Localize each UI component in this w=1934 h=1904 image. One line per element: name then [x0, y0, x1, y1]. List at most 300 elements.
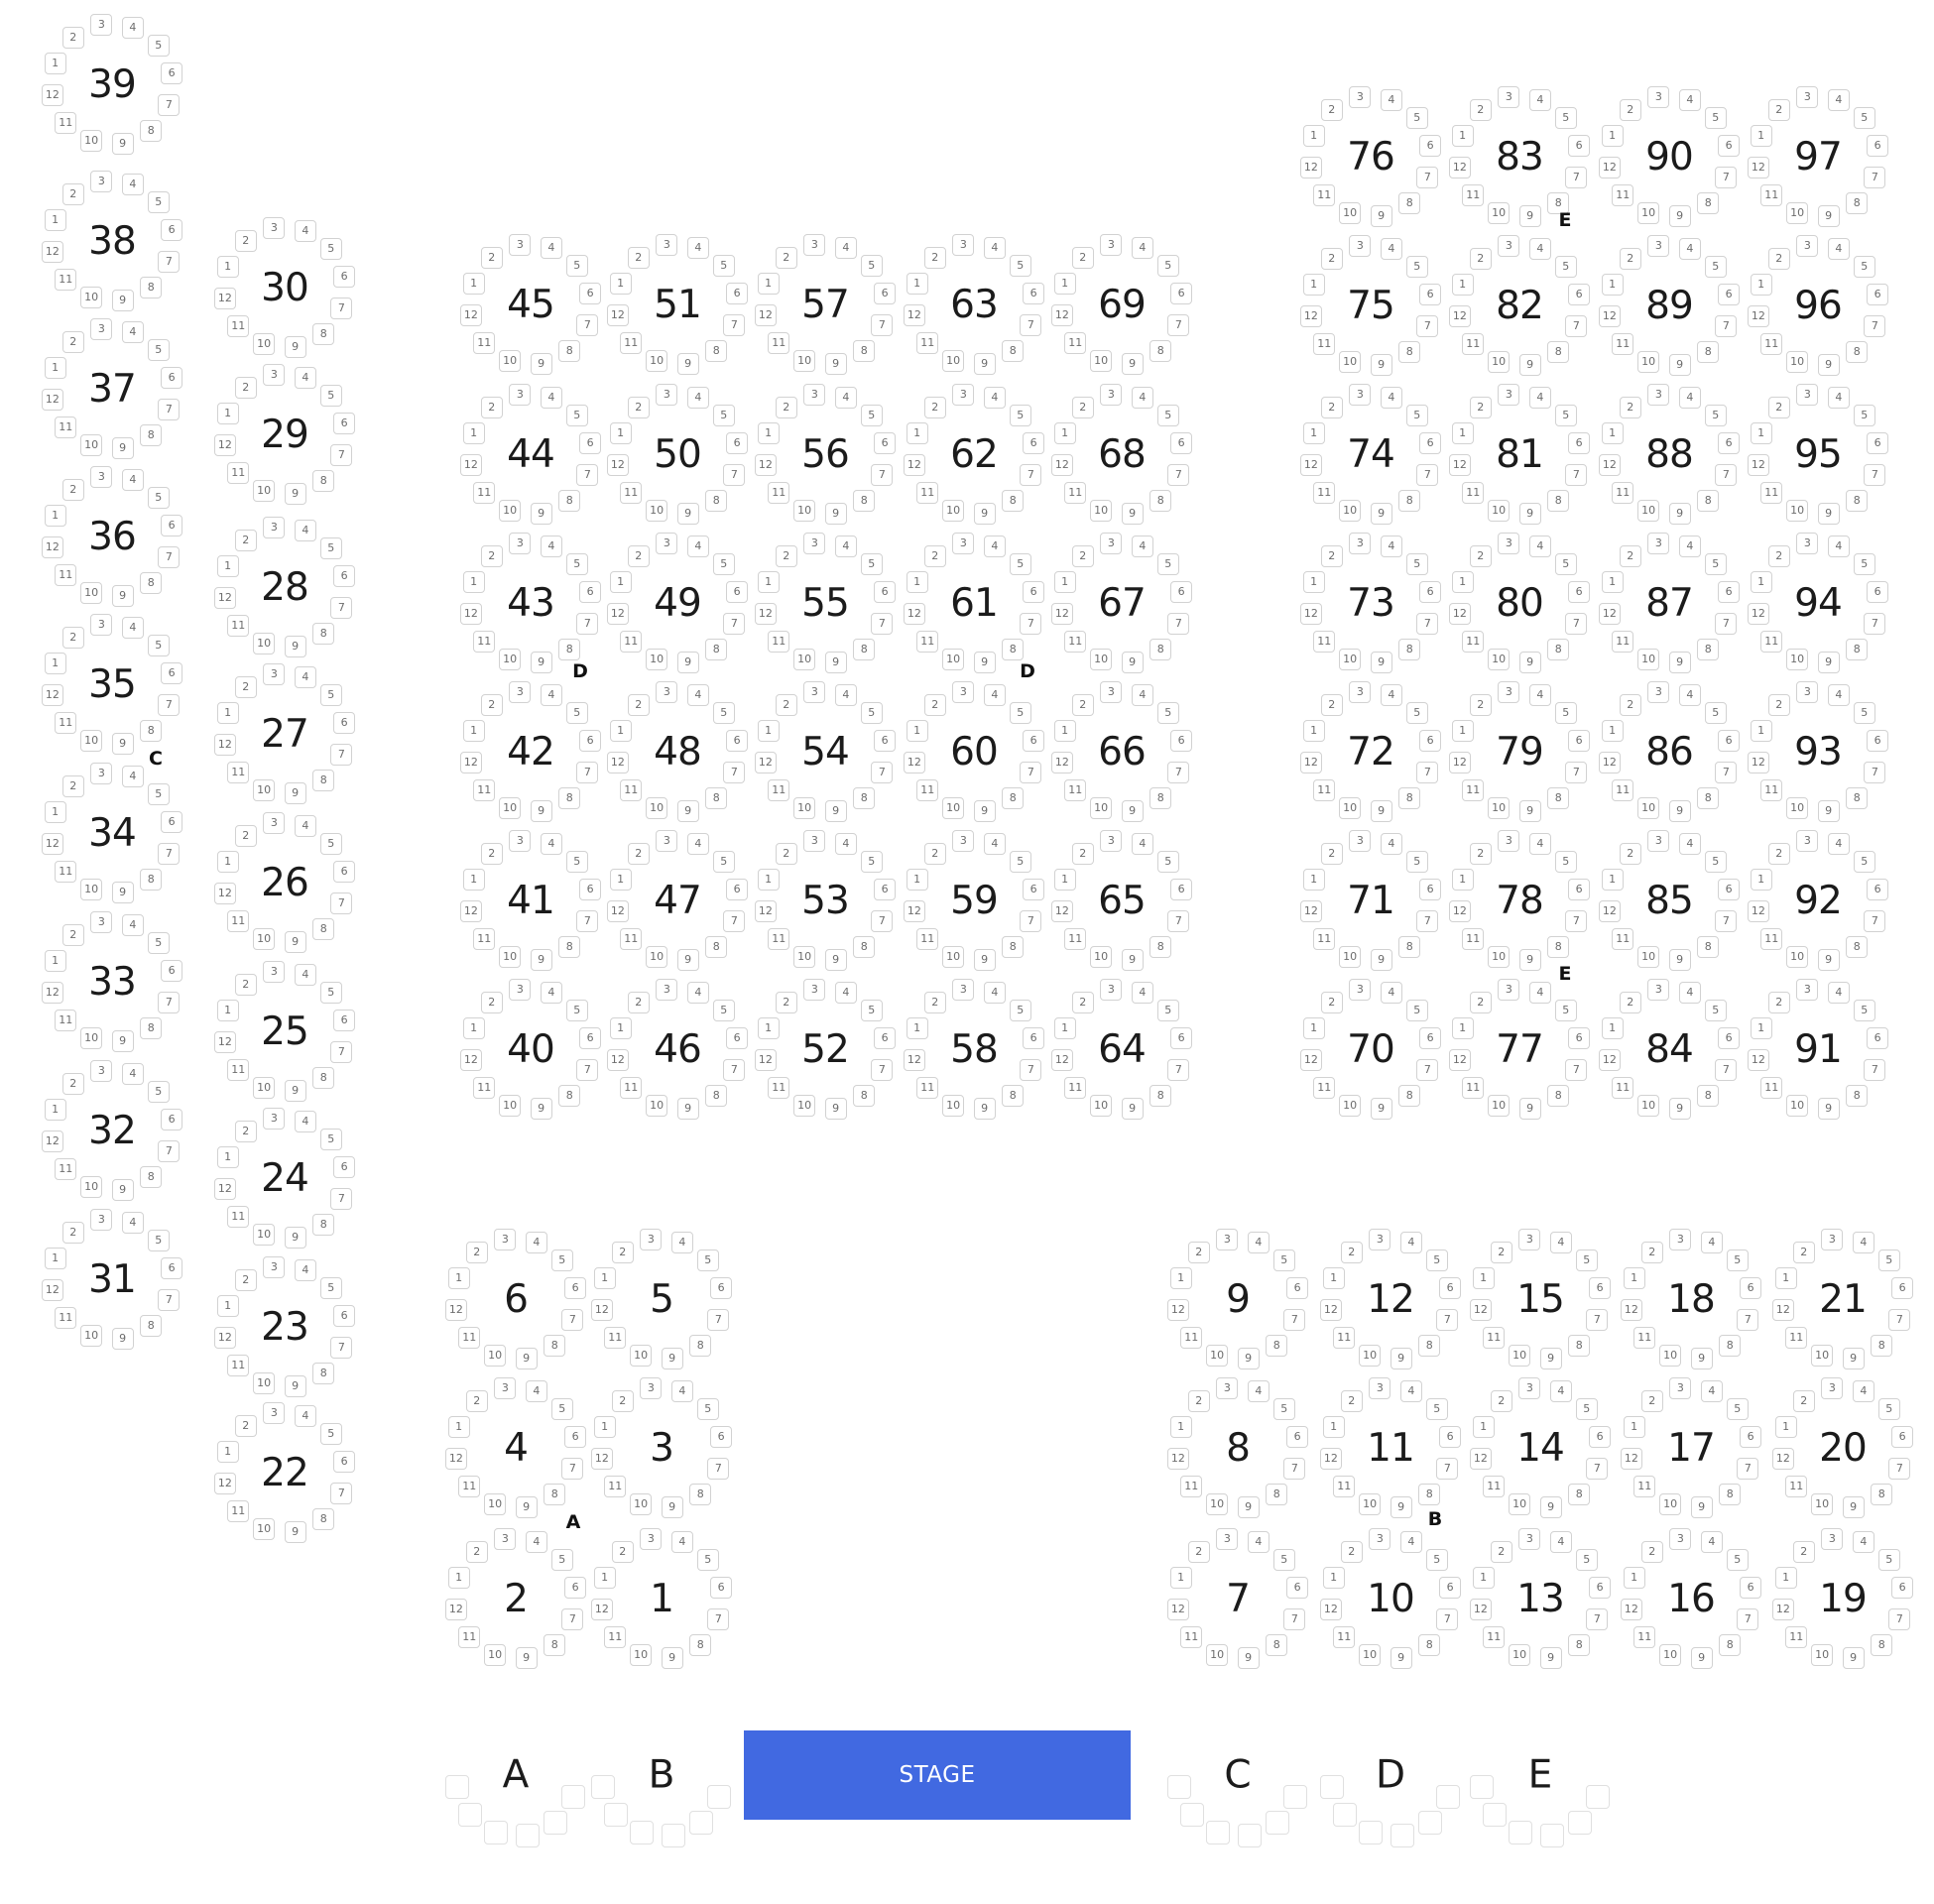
seat-28-4[interactable]: 4 [295, 520, 316, 541]
seat-4-1[interactable]: 1 [448, 1416, 470, 1438]
seat-75-2[interactable]: 2 [1321, 248, 1343, 270]
seat-60-3[interactable]: 3 [952, 681, 974, 703]
seat-21-6[interactable]: 6 [1891, 1277, 1913, 1299]
zone-letter-c[interactable]: C [1224, 1752, 1252, 1798]
seat-81-6[interactable]: 6 [1568, 432, 1590, 454]
seat-43-8[interactable]: 8 [558, 639, 580, 660]
seat-37-1[interactable]: 1 [45, 357, 66, 379]
seat-97-3[interactable]: 3 [1796, 86, 1818, 108]
seat-10-3[interactable]: 3 [1369, 1528, 1390, 1550]
seat-6-2[interactable]: 2 [466, 1242, 488, 1263]
seat-43-7[interactable]: 7 [576, 613, 598, 635]
seat-31-6[interactable]: 6 [161, 1257, 182, 1279]
seat-82-1[interactable]: 1 [1452, 274, 1474, 296]
seat-18-1[interactable]: 1 [1624, 1267, 1645, 1289]
seat-30-3[interactable]: 3 [263, 217, 285, 239]
seat-4-12[interactable]: 12 [445, 1448, 467, 1470]
seat-30-4[interactable]: 4 [295, 220, 316, 242]
seat-36-5[interactable]: 5 [148, 487, 170, 509]
table-36[interactable] [38, 462, 186, 611]
seat-5-11[interactable]: 11 [604, 1327, 626, 1349]
seat-90-12[interactable]: 12 [1599, 157, 1621, 178]
seat-52-12[interactable]: 12 [755, 1049, 777, 1071]
seat-23-2[interactable]: 2 [235, 1269, 257, 1291]
seat-4-4[interactable]: 4 [526, 1380, 547, 1402]
seat-32-8[interactable]: 8 [140, 1166, 162, 1188]
seat-25-8[interactable]: 8 [312, 1067, 334, 1089]
seat-53-9[interactable]: 9 [825, 949, 847, 971]
seat-43-5[interactable]: 5 [566, 553, 588, 575]
seat-26-12[interactable]: 12 [214, 883, 236, 904]
seat-70-7[interactable]: 7 [1416, 1059, 1438, 1081]
seat-66-9[interactable]: 9 [1122, 800, 1144, 822]
seat-92-8[interactable]: 8 [1846, 936, 1868, 958]
seat-4-5[interactable]: 5 [551, 1398, 573, 1420]
seat-87-12[interactable]: 12 [1599, 603, 1621, 625]
seat-68-10[interactable]: 10 [1090, 500, 1112, 522]
seat-14-11[interactable]: 11 [1483, 1476, 1505, 1497]
seat-15-3[interactable]: 3 [1518, 1229, 1540, 1250]
seat-71-5[interactable]: 5 [1406, 851, 1428, 873]
seat-95-3[interactable]: 3 [1796, 384, 1818, 406]
seat-7-5[interactable]: 5 [1273, 1549, 1295, 1571]
seat-72-1[interactable]: 1 [1303, 720, 1325, 742]
seat-35-6[interactable]: 6 [161, 662, 182, 684]
seat-21-3[interactable]: 3 [1821, 1229, 1843, 1250]
seat-47-1[interactable]: 1 [610, 869, 632, 891]
seat-32-1[interactable]: 1 [45, 1099, 66, 1121]
seat-94-3[interactable]: 3 [1796, 533, 1818, 554]
table-64[interactable] [1047, 975, 1196, 1124]
seat-56-9[interactable]: 9 [825, 503, 847, 525]
seat-26-6[interactable]: 6 [333, 861, 355, 883]
seat-81-4[interactable]: 4 [1529, 387, 1551, 409]
seat-83-5[interactable]: 5 [1555, 107, 1577, 129]
seat-73-12[interactable]: 12 [1300, 603, 1322, 625]
seat-79-10[interactable]: 10 [1488, 797, 1510, 819]
seat-54-12[interactable]: 12 [755, 752, 777, 774]
seat-70-1[interactable]: 1 [1303, 1017, 1325, 1039]
seat-64-4[interactable]: 4 [1132, 982, 1153, 1004]
seat-76-11[interactable]: 11 [1313, 184, 1335, 206]
seat-88-9[interactable]: 9 [1669, 503, 1691, 525]
seat-97-4[interactable]: 4 [1828, 89, 1850, 111]
seat-61-5[interactable]: 5 [1010, 553, 1031, 575]
table-8[interactable] [1163, 1373, 1312, 1522]
seat-73-6[interactable]: 6 [1419, 581, 1441, 603]
seat-9-2[interactable]: 2 [1188, 1242, 1210, 1263]
seat-95-1[interactable]: 1 [1751, 422, 1772, 444]
seat-79-3[interactable]: 3 [1498, 681, 1519, 703]
seat-89-3[interactable]: 3 [1647, 235, 1669, 257]
seat-89-12[interactable]: 12 [1599, 305, 1621, 327]
seat-65-11[interactable]: 11 [1064, 928, 1086, 950]
seat-20-5[interactable]: 5 [1878, 1398, 1900, 1420]
seat-11-4[interactable]: 4 [1400, 1380, 1422, 1402]
seat-32-4[interactable]: 4 [122, 1063, 144, 1085]
seat-72-7[interactable]: 7 [1416, 762, 1438, 783]
table-25[interactable] [210, 957, 359, 1106]
seat-76-7[interactable]: 7 [1416, 167, 1438, 188]
seat-29-4[interactable]: 4 [295, 367, 316, 389]
seat-39-11[interactable]: 11 [55, 112, 76, 134]
seat-52-1[interactable]: 1 [758, 1017, 780, 1039]
seat-4-3[interactable]: 3 [494, 1377, 516, 1399]
seat-80-1[interactable]: 1 [1452, 571, 1474, 593]
seat-45-1[interactable]: 1 [463, 273, 485, 295]
seat-25-7[interactable]: 7 [330, 1041, 352, 1063]
seat-48-4[interactable]: 4 [687, 684, 709, 706]
seat-4-11[interactable]: 11 [458, 1476, 480, 1497]
seat-88-12[interactable]: 12 [1599, 454, 1621, 476]
seat-45-10[interactable]: 10 [499, 350, 521, 372]
seat-67-10[interactable]: 10 [1090, 649, 1112, 670]
seat-28-8[interactable]: 8 [312, 623, 334, 645]
table-75[interactable] [1296, 231, 1445, 380]
seat-1-9[interactable]: 9 [662, 1647, 683, 1669]
seat-12-6[interactable]: 6 [1439, 1277, 1461, 1299]
seat-43-2[interactable]: 2 [481, 545, 503, 567]
seat-73-8[interactable]: 8 [1398, 639, 1420, 660]
seat-5-7[interactable]: 7 [707, 1309, 729, 1331]
seat-43-10[interactable]: 10 [499, 649, 521, 670]
seat-40-10[interactable]: 10 [499, 1095, 521, 1117]
seat-61-12[interactable]: 12 [904, 603, 925, 625]
seat-6-1[interactable]: 1 [448, 1267, 470, 1289]
seat-23-7[interactable]: 7 [330, 1337, 352, 1359]
seat-68-3[interactable]: 3 [1100, 384, 1122, 406]
seat-46-8[interactable]: 8 [705, 1085, 727, 1107]
seat-42-8[interactable]: 8 [558, 787, 580, 809]
seat-44-10[interactable]: 10 [499, 500, 521, 522]
seat-14-9[interactable]: 9 [1540, 1496, 1562, 1518]
seat-80-3[interactable]: 3 [1498, 533, 1519, 554]
seat-29-5[interactable]: 5 [320, 385, 342, 407]
table-58[interactable] [900, 975, 1048, 1124]
seat-43-9[interactable]: 9 [531, 652, 552, 673]
seat-92-1[interactable]: 1 [1751, 869, 1772, 891]
seat-60-10[interactable]: 10 [942, 797, 964, 819]
seat-13-10[interactable]: 10 [1509, 1644, 1530, 1666]
seat-28-6[interactable]: 6 [333, 565, 355, 587]
seat-77-5[interactable]: 5 [1555, 1000, 1577, 1021]
seat-77-8[interactable]: 8 [1547, 1085, 1569, 1107]
seat-76-6[interactable]: 6 [1419, 135, 1441, 157]
seat-30-2[interactable]: 2 [235, 230, 257, 252]
table-47[interactable] [603, 826, 752, 975]
seat-5-2[interactable]: 2 [612, 1242, 634, 1263]
seat-3-9[interactable]: 9 [662, 1496, 683, 1518]
seat-41-7[interactable]: 7 [576, 910, 598, 932]
seat-58-8[interactable]: 8 [1002, 1085, 1024, 1107]
seat-96-5[interactable]: 5 [1854, 256, 1875, 278]
seat-56-11[interactable]: 11 [768, 482, 789, 504]
seat-61-4[interactable]: 4 [984, 536, 1006, 557]
seat-64-9[interactable]: 9 [1122, 1098, 1144, 1120]
table-83[interactable] [1445, 82, 1594, 231]
seat-68-12[interactable]: 12 [1051, 454, 1073, 476]
table-89[interactable] [1595, 231, 1744, 380]
seat-27-9[interactable]: 9 [285, 782, 306, 804]
seat-48-8[interactable]: 8 [705, 787, 727, 809]
seat-73-11[interactable]: 11 [1313, 631, 1335, 653]
seat-78-11[interactable]: 11 [1462, 928, 1484, 950]
seat-90-5[interactable]: 5 [1705, 107, 1727, 129]
seat-3-4[interactable]: 4 [671, 1380, 693, 1402]
seat-49-8[interactable]: 8 [705, 639, 727, 660]
seat-46-10[interactable]: 10 [646, 1095, 667, 1117]
seat-16-4[interactable]: 4 [1701, 1531, 1723, 1553]
seat-10-6[interactable]: 6 [1439, 1577, 1461, 1599]
seat-19-5[interactable]: 5 [1878, 1549, 1900, 1571]
seat-66-12[interactable]: 12 [1051, 752, 1073, 774]
seat-29-11[interactable]: 11 [227, 462, 249, 484]
seat-82-8[interactable]: 8 [1547, 341, 1569, 363]
seat-69-1[interactable]: 1 [1054, 273, 1076, 295]
seat-55-12[interactable]: 12 [755, 603, 777, 625]
seat-67-11[interactable]: 11 [1064, 631, 1086, 653]
seat-37-9[interactable]: 9 [112, 437, 134, 459]
seat-59-12[interactable]: 12 [904, 900, 925, 922]
seat-63-4[interactable]: 4 [984, 237, 1006, 259]
table-29[interactable] [210, 360, 359, 509]
seat-28-12[interactable]: 12 [214, 587, 236, 609]
seat-56-4[interactable]: 4 [835, 387, 857, 409]
seat-16-12[interactable]: 12 [1621, 1599, 1642, 1620]
seat-49-3[interactable]: 3 [656, 533, 677, 554]
seat-75-4[interactable]: 4 [1381, 238, 1402, 260]
seat-21-8[interactable]: 8 [1871, 1335, 1892, 1357]
seat-97-7[interactable]: 7 [1864, 167, 1885, 188]
seat-25-2[interactable]: 2 [235, 974, 257, 996]
seat-12-12[interactable]: 12 [1320, 1299, 1342, 1321]
seat-71-7[interactable]: 7 [1416, 910, 1438, 932]
seat-30-7[interactable]: 7 [330, 298, 352, 319]
seat-24-8[interactable]: 8 [312, 1214, 334, 1236]
seat-13-11[interactable]: 11 [1483, 1626, 1505, 1648]
seat-2-4[interactable]: 4 [526, 1531, 547, 1553]
seat-26-11[interactable]: 11 [227, 910, 249, 932]
seat-53-5[interactable]: 5 [861, 851, 883, 873]
seat-13-8[interactable]: 8 [1568, 1634, 1590, 1656]
seat-47-11[interactable]: 11 [620, 928, 642, 950]
seat-54-1[interactable]: 1 [758, 720, 780, 742]
seat-66-1[interactable]: 1 [1054, 720, 1076, 742]
seat-70-2[interactable]: 2 [1321, 992, 1343, 1013]
seat-86-7[interactable]: 7 [1715, 762, 1737, 783]
seat-23-5[interactable]: 5 [320, 1277, 342, 1299]
seat-86-2[interactable]: 2 [1620, 694, 1641, 716]
seat-27-11[interactable]: 11 [227, 762, 249, 783]
table-53[interactable] [751, 826, 900, 975]
seat-94-9[interactable]: 9 [1818, 652, 1840, 673]
seat-71-1[interactable]: 1 [1303, 869, 1325, 891]
seat-54-5[interactable]: 5 [861, 702, 883, 724]
seat-55-8[interactable]: 8 [853, 639, 875, 660]
seat-77-11[interactable]: 11 [1462, 1077, 1484, 1099]
seat-89-5[interactable]: 5 [1705, 256, 1727, 278]
seat-95-4[interactable]: 4 [1828, 387, 1850, 409]
seat-25-10[interactable]: 10 [253, 1077, 275, 1099]
seat-91-2[interactable]: 2 [1768, 992, 1790, 1013]
seat-50-5[interactable]: 5 [713, 405, 735, 426]
seat-5-1[interactable]: 1 [594, 1267, 616, 1289]
table-18[interactable] [1617, 1225, 1765, 1373]
table-57[interactable] [751, 230, 900, 379]
seat-68-9[interactable]: 9 [1122, 503, 1144, 525]
seat-24-12[interactable]: 12 [214, 1178, 236, 1200]
seat-42-6[interactable]: 6 [579, 730, 601, 752]
table-24[interactable] [210, 1104, 359, 1252]
seat-17-2[interactable]: 2 [1641, 1390, 1663, 1412]
seat-95-6[interactable]: 6 [1867, 432, 1888, 454]
seat-17-10[interactable]: 10 [1659, 1493, 1681, 1515]
seat-51-2[interactable]: 2 [628, 247, 650, 269]
seat-22-9[interactable]: 9 [285, 1521, 306, 1543]
seat-35-1[interactable]: 1 [45, 653, 66, 674]
seat-85-2[interactable]: 2 [1620, 843, 1641, 865]
table-42[interactable] [456, 677, 605, 826]
seat-8-6[interactable]: 6 [1286, 1426, 1308, 1448]
seat-9-7[interactable]: 7 [1283, 1309, 1305, 1331]
table-80[interactable] [1445, 529, 1594, 677]
seat-19-6[interactable]: 6 [1891, 1577, 1913, 1599]
seat-19-9[interactable]: 9 [1843, 1647, 1865, 1669]
seat-53-3[interactable]: 3 [803, 830, 825, 852]
seat-32-2[interactable]: 2 [62, 1073, 84, 1095]
seat-84-12[interactable]: 12 [1599, 1049, 1621, 1071]
seat-60-5[interactable]: 5 [1010, 702, 1031, 724]
seat-57-11[interactable]: 11 [768, 332, 789, 354]
seat-62-6[interactable]: 6 [1023, 432, 1044, 454]
seat-7-12[interactable]: 12 [1167, 1599, 1189, 1620]
seat-94-2[interactable]: 2 [1768, 545, 1790, 567]
seat-95-2[interactable]: 2 [1768, 397, 1790, 418]
seat-60-2[interactable]: 2 [924, 694, 946, 716]
table-50[interactable] [603, 380, 752, 529]
seat-32-5[interactable]: 5 [148, 1081, 170, 1103]
seat-86-9[interactable]: 9 [1669, 800, 1691, 822]
seat-42-9[interactable]: 9 [531, 800, 552, 822]
seat-78-3[interactable]: 3 [1498, 830, 1519, 852]
seat-65-10[interactable]: 10 [1090, 946, 1112, 968]
seat-52-10[interactable]: 10 [793, 1095, 815, 1117]
seat-56-12[interactable]: 12 [755, 454, 777, 476]
seat-79-11[interactable]: 11 [1462, 779, 1484, 801]
table-48[interactable] [603, 677, 752, 826]
seat-15-6[interactable]: 6 [1589, 1277, 1611, 1299]
seat-24-1[interactable]: 1 [217, 1146, 239, 1168]
seat-72-12[interactable]: 12 [1300, 752, 1322, 774]
seat-87-4[interactable]: 4 [1679, 536, 1701, 557]
seat-83-4[interactable]: 4 [1529, 89, 1551, 111]
seat-27-8[interactable]: 8 [312, 770, 334, 791]
seat-24-3[interactable]: 3 [263, 1108, 285, 1130]
seat-69-4[interactable]: 4 [1132, 237, 1153, 259]
seat-80-10[interactable]: 10 [1488, 649, 1510, 670]
seat-97-9[interactable]: 9 [1818, 205, 1840, 227]
seat-66-8[interactable]: 8 [1149, 787, 1171, 809]
seat-88-3[interactable]: 3 [1647, 384, 1669, 406]
seat-35-3[interactable]: 3 [90, 614, 112, 636]
seat-58-7[interactable]: 7 [1020, 1059, 1041, 1081]
seat-19-10[interactable]: 10 [1811, 1644, 1833, 1666]
seat-85-4[interactable]: 4 [1679, 833, 1701, 855]
seat-35-10[interactable]: 10 [80, 730, 102, 752]
seat-85-10[interactable]: 10 [1637, 946, 1659, 968]
seat-66-7[interactable]: 7 [1167, 762, 1189, 783]
seat-61-6[interactable]: 6 [1023, 581, 1044, 603]
seat-81-9[interactable]: 9 [1519, 503, 1541, 525]
seat-74-6[interactable]: 6 [1419, 432, 1441, 454]
seat-15-8[interactable]: 8 [1568, 1335, 1590, 1357]
seat-6-7[interactable]: 7 [561, 1309, 583, 1331]
seat-90-7[interactable]: 7 [1715, 167, 1737, 188]
seat-48-2[interactable]: 2 [628, 694, 650, 716]
seat-53-8[interactable]: 8 [853, 936, 875, 958]
seat-73-1[interactable]: 1 [1303, 571, 1325, 593]
seat-73-7[interactable]: 7 [1416, 613, 1438, 635]
seat-95-8[interactable]: 8 [1846, 490, 1868, 512]
seat-38-5[interactable]: 5 [148, 191, 170, 213]
seat-42-12[interactable]: 12 [460, 752, 482, 774]
seat-3-12[interactable]: 12 [591, 1448, 613, 1470]
seat-43-4[interactable]: 4 [541, 536, 562, 557]
seat-14-8[interactable]: 8 [1568, 1484, 1590, 1505]
zone-letter-b[interactable]: B [648, 1752, 675, 1798]
seat-72-8[interactable]: 8 [1398, 787, 1420, 809]
seat-95-9[interactable]: 9 [1818, 503, 1840, 525]
seat-88-1[interactable]: 1 [1602, 422, 1624, 444]
seat-3-2[interactable]: 2 [612, 1390, 634, 1412]
seat-7-7[interactable]: 7 [1283, 1608, 1305, 1630]
seat-68-2[interactable]: 2 [1072, 397, 1094, 418]
seat-94-1[interactable]: 1 [1751, 571, 1772, 593]
seat-22-10[interactable]: 10 [253, 1518, 275, 1540]
seat-32-12[interactable]: 12 [42, 1130, 63, 1152]
seat-23-10[interactable]: 10 [253, 1372, 275, 1394]
seat-6-5[interactable]: 5 [551, 1250, 573, 1271]
seat-97-2[interactable]: 2 [1768, 99, 1790, 121]
seat-34-7[interactable]: 7 [158, 843, 180, 865]
seat-4-7[interactable]: 7 [561, 1458, 583, 1480]
seat-39-12[interactable]: 12 [42, 84, 63, 106]
table-41[interactable] [456, 826, 605, 975]
seat-34-8[interactable]: 8 [140, 869, 162, 891]
seat-3-1[interactable]: 1 [594, 1416, 616, 1438]
seat-85-12[interactable]: 12 [1599, 900, 1621, 922]
seat-97-10[interactable]: 10 [1786, 202, 1808, 224]
seat-60-1[interactable]: 1 [907, 720, 928, 742]
seat-46-1[interactable]: 1 [610, 1017, 632, 1039]
seat-20-3[interactable]: 3 [1821, 1377, 1843, 1399]
seat-35-7[interactable]: 7 [158, 694, 180, 716]
seat-15-5[interactable]: 5 [1576, 1250, 1598, 1271]
seat-2-9[interactable]: 9 [516, 1647, 538, 1669]
seat-58-9[interactable]: 9 [974, 1098, 996, 1120]
seat-54-6[interactable]: 6 [874, 730, 896, 752]
seat-53-1[interactable]: 1 [758, 869, 780, 891]
seat-62-9[interactable]: 9 [974, 503, 996, 525]
seat-2-7[interactable]: 7 [561, 1608, 583, 1630]
seat-12-10[interactable]: 10 [1359, 1345, 1381, 1367]
table-1[interactable] [587, 1524, 736, 1673]
seat-89-7[interactable]: 7 [1715, 315, 1737, 337]
seat-15-10[interactable]: 10 [1509, 1345, 1530, 1367]
seat-28-5[interactable]: 5 [320, 537, 342, 559]
seat-67-8[interactable]: 8 [1149, 639, 1171, 660]
seat-27-10[interactable]: 10 [253, 779, 275, 801]
